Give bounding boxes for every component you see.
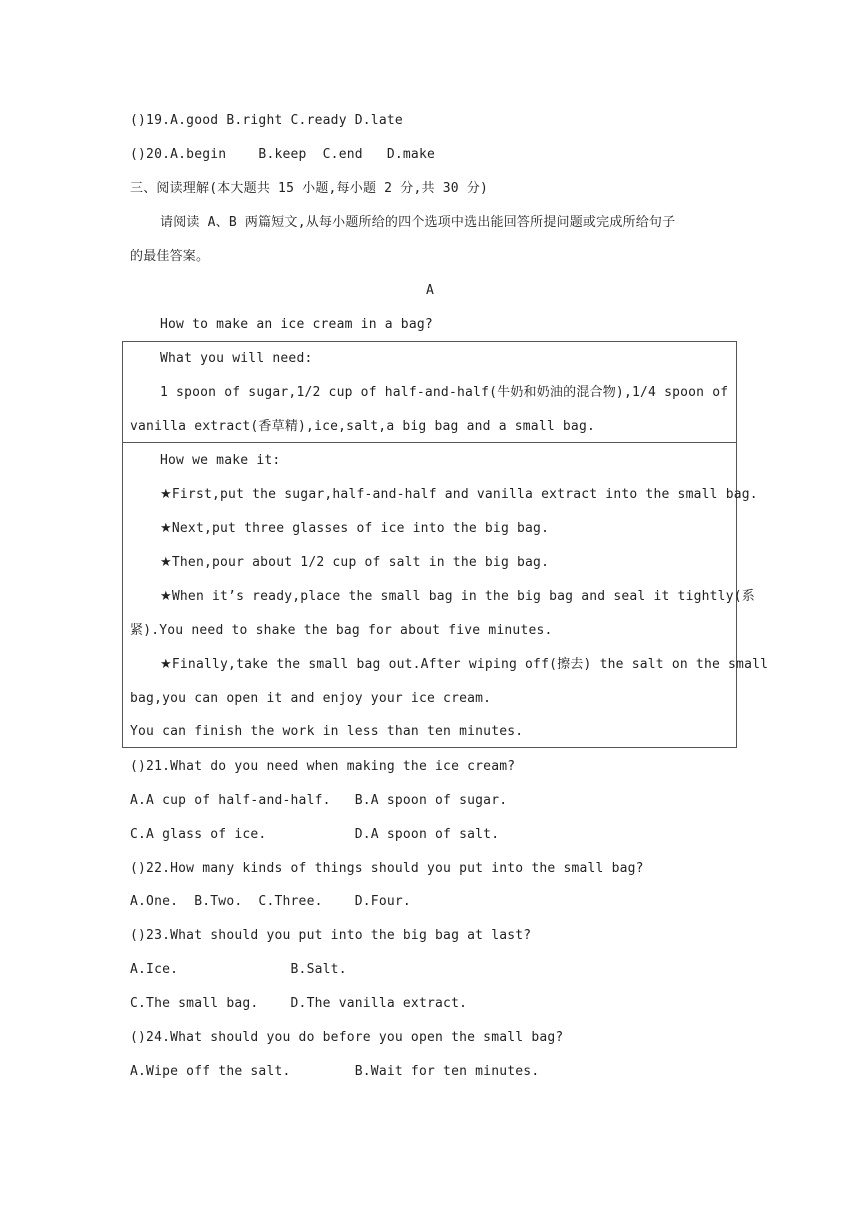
step-2 (160, 519, 549, 539)
ingredients-heading: What you will need: (160, 351, 313, 366)
instruction-line-1: 请阅读 A、B 两篇短文,从每小题所给的四个选项中选出能回答所提问题或完成所给句子 (160, 215, 676, 230)
question-24: ()24.What should you do before you open the small bag? (130, 1030, 564, 1045)
step-5 (160, 655, 768, 675)
question-23-options-cd: C.The small bag. D.The vanilla extract. (130, 996, 468, 1011)
step-4-text: When it’s ready,place the small bag in the big bag and seal it tightly(系 (171, 589, 755, 604)
step-3-text: Then,pour about 1/2 cup of salt in the big bag. (171, 555, 550, 570)
step-3 (160, 553, 549, 573)
step-5-text: Finally,take the small bag out.After wiping off(擦去) the salt on the small (171, 657, 769, 672)
step-2-text: Next,put three glasses of ice into the big bag. (171, 521, 550, 536)
instruction-line-2: 的最佳答案。 (130, 249, 210, 264)
question-22: ()22.How many kinds of things should you put into the small bag? (130, 861, 644, 876)
section-heading: 三、阅读理解(本大题共 15 小题,每小题 2 分,共 30 分) (130, 181, 489, 196)
star-icon: ★ (160, 657, 172, 672)
question-19: ()19.A.good B.right C.ready D.late (130, 113, 403, 128)
question-24-options-ab: A.Wipe off the salt. B.Wait for ten minutes. (130, 1064, 540, 1079)
step-4 (160, 587, 755, 607)
star-icon: ★ (160, 555, 172, 570)
passage-label: A (425, 283, 435, 298)
question-21-options-ab: A.A cup of half-and-half. B.A spoon of sugar. (130, 793, 508, 808)
question-21: ()21.What do you need when making the ice cream? (130, 759, 516, 774)
finish-note: You can finish the work in less than ten minutes. (130, 724, 524, 739)
step-4-continued: 紧).You need to shake the bag for about five minutes. (130, 623, 553, 638)
step-1-text: First,put the sugar,half-and-half and vanilla extract into the small bag. (171, 487, 758, 502)
question-21-options-cd: C.A glass of ice. D.A spoon of salt. (130, 827, 500, 842)
steps-heading: How we make it: (160, 453, 281, 468)
ingredients-line-1: 1 spoon of sugar,1/2 cup of half-and-half(牛奶和奶油的混合物),1/4 spoon of (160, 385, 729, 400)
star-icon: ★ (160, 521, 172, 536)
step-5-continued: bag,you can open it and enjoy your ice cream. (130, 691, 492, 706)
question-23-options-ab: A.Ice. B.Salt. (130, 962, 347, 977)
ingredients-line-2: vanilla extract(香草精),ice,salt,a big bag and a small bag. (130, 419, 596, 434)
star-icon: ★ (160, 487, 172, 502)
question-20: ()20.A.begin B.keep C.end D.make (130, 147, 436, 162)
step-1 (160, 485, 758, 505)
star-icon: ★ (160, 589, 172, 604)
question-22-options: A.One. B.Two. C.Three. D.Four. (130, 894, 411, 909)
passage-title: How to make an ice cream in a bag? (160, 317, 433, 332)
question-23: ()23.What should you put into the big bag at last? (130, 928, 532, 943)
